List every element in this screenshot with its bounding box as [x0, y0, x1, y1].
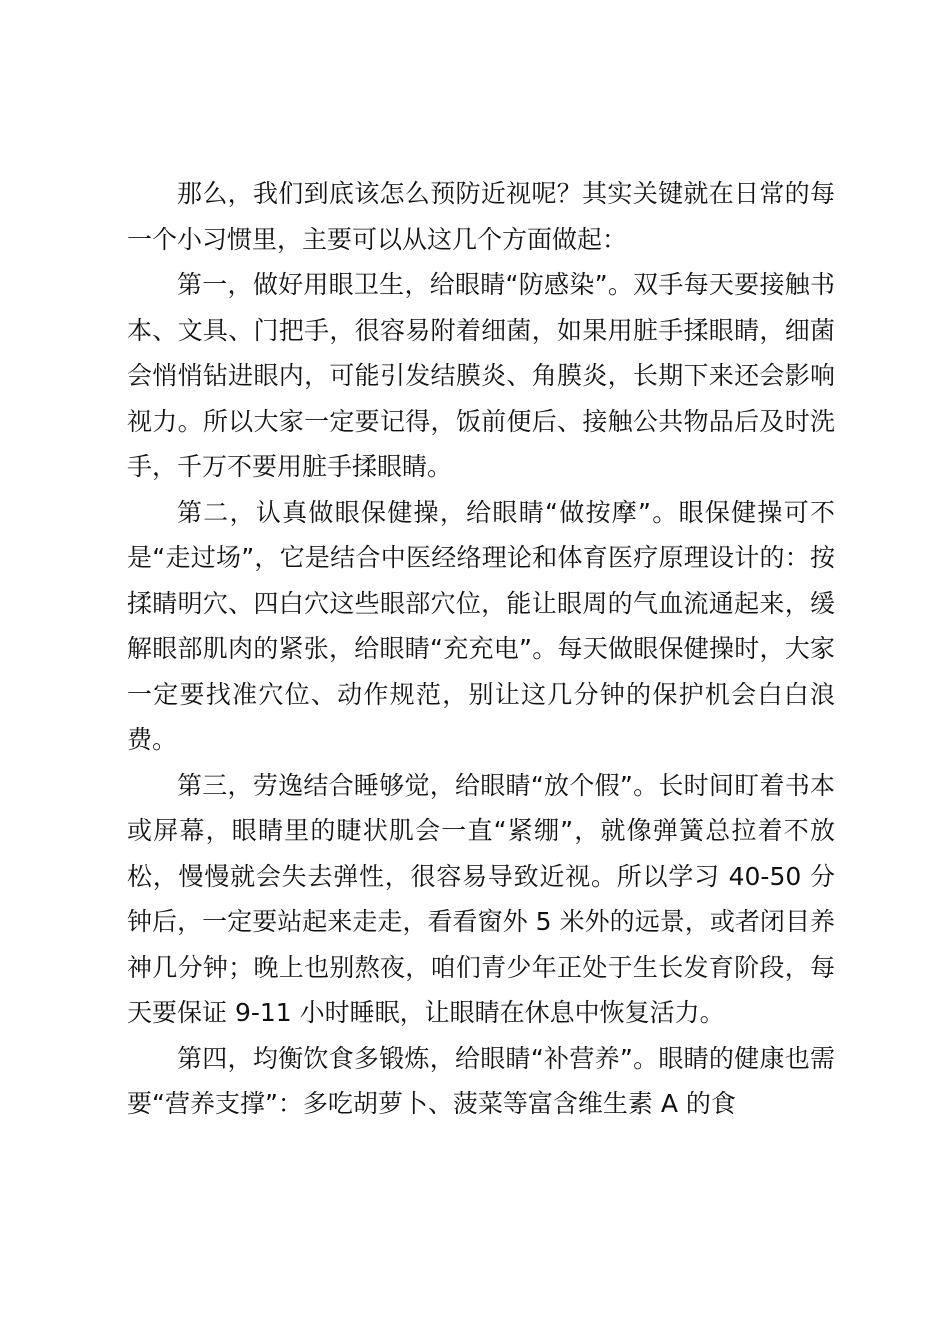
paragraph-eye-exercise: 第二，认真做眼保健操，给眼睛“做按摩”。眼保健操可不是“走过场”，它是结合中医经络理论和体育医疗原理设计的：按揉睛明穴、四白穴这些眼部穴位，能让眼周的气血流通起来，缓解眼部肌肉的紧张，给眼睛“充充电”。每天做眼保健操时，大家一定要找准穴位、动作规范，别让这几分钟的保护机会白白浪费。 — [127, 497, 835, 754]
paragraph-hygiene: 第一，做好用眼卫生，给眼睛“防感染”。双手每天要接触书本、文具、门把手，很容易附着细菌，如果用脏手揉眼睛，细菌会悄悄钻进眼内，可能引发结膜炎、角膜炎，长期下来还会影响视力。所以大家一定要记得，饭前便后、接触公共物品后及时洗手，千万不要用脏手揉眼睛。 — [127, 270, 835, 481]
paragraph-diet-exercise: 第四，均衡饮食多锻炼，给眼睛“补营养”。眼睛的健康也需要“营养支撑”：多吃胡萝卜、菠菜等富含维生素 A 的食 — [127, 1043, 835, 1118]
paragraph-intro: 那么，我们到底该怎么预防近视呢？其实关键就在日常的每一个小习惯里，主要可以从这几个方面做起： — [127, 179, 835, 254]
body-text — [127, 171, 835, 1127]
paragraph-rest-sleep: 第三，劳逸结合睡够觉，给眼睛“放个假”。长时间盯着书本或屏幕，眼睛里的睫状肌会一直“紧绷”，就像弹簧总拉着不放松，慢慢就会失去弹性，很容易导致近视。所以学习 40-50 分钟后，一定要站起来走走，看看窗外 5 米外的远景，或者闭目养神几分钟；晚上也别熬夜，咱们青少年正处于生长发育阶段，每天要保证 9-11 小时睡眠，让眼睛在休息中恢复活力。 — [127, 770, 835, 1027]
